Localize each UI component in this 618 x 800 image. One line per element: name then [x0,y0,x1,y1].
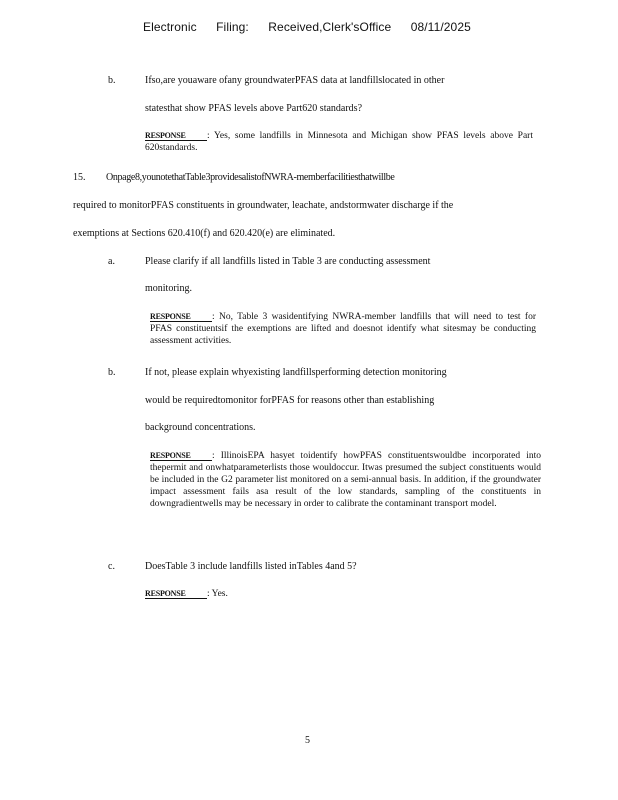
response-text: : No, Table 3 wasidentifying NWRA-member landfills that will need to test for PFAS constituentsif the exemptions are lifted and doesnot identify what sitesmay be conducting assessment activities. [150,312,536,346]
question-text: exemptions at Sections 620.410(f) and 620.420(e) are eliminated. [73,228,336,239]
question-text: Ifso,are youaware ofany groundwaterPFAS data at landfillslocated in other [145,75,445,86]
response-text: : IllinoisEPA hasyet toidentify howPFAS constituentswouldbe incorporated into thepermit and onwhatparameterlists those wouldoccur. Itwas presumed the subject constituents would be included in the G2 parameter list monitored on a semi-annual basis. In addition, if the groundwater impact assessment fails asa result of the low standards, sampling of the constituents in downgradientwells may be necessary in order to calibrate the contaminant transport model. [150,451,541,509]
response-block [150,311,536,347]
response-label: RESPONSE [145,131,207,141]
question-text: Onpage8,younotethatTable3providesalistofNWRA-memberfacilitiesthatwillbe [106,172,395,183]
header-received: Received,Clerk'sOffice [268,20,392,34]
item-label: b. [108,367,116,378]
response-label: RESPONSE [145,589,207,599]
question-text: required to monitorPFAS constituents in groundwater, leachate, andstormwater discharge if the [73,200,454,211]
item-label: a. [108,256,115,267]
response-text: : Yes. [207,589,228,599]
question-text: If not, please explain whyexisting landfillsperforming detection monitoring [145,367,447,378]
response-text: : Yes, some landfills in Minnesota and Michigan show PFAS levels above Part 620standards. [145,131,533,153]
item-label: b. [108,75,116,86]
item-label: c. [108,561,115,572]
response-block [145,588,445,600]
response-block [145,130,533,154]
question-text: would be requiredtomonitor forPFAS for reasons other than establishing [145,395,435,406]
response-label: RESPONSE [150,451,212,461]
header-filing: Filing: [216,20,249,34]
filing-header [143,20,487,34]
question-text: background concentrations. [145,422,256,433]
page-number: 5 [305,735,310,746]
question-text: DoesTable 3 include landfills listed inTables 4and 5? [145,561,357,572]
header-date: 08/11/2025 [410,20,471,34]
question-text: Please clarify if all landfills listed in Table 3 are conducting assessment [145,256,431,267]
header-electronic: Electronic [143,20,197,34]
question-text: statesthat show PFAS levels above Part620 standards? [145,103,363,114]
response-block [150,450,541,510]
response-label: RESPONSE [150,312,212,322]
item-label: 15. [73,172,86,183]
question-text: monitoring. [145,283,192,294]
